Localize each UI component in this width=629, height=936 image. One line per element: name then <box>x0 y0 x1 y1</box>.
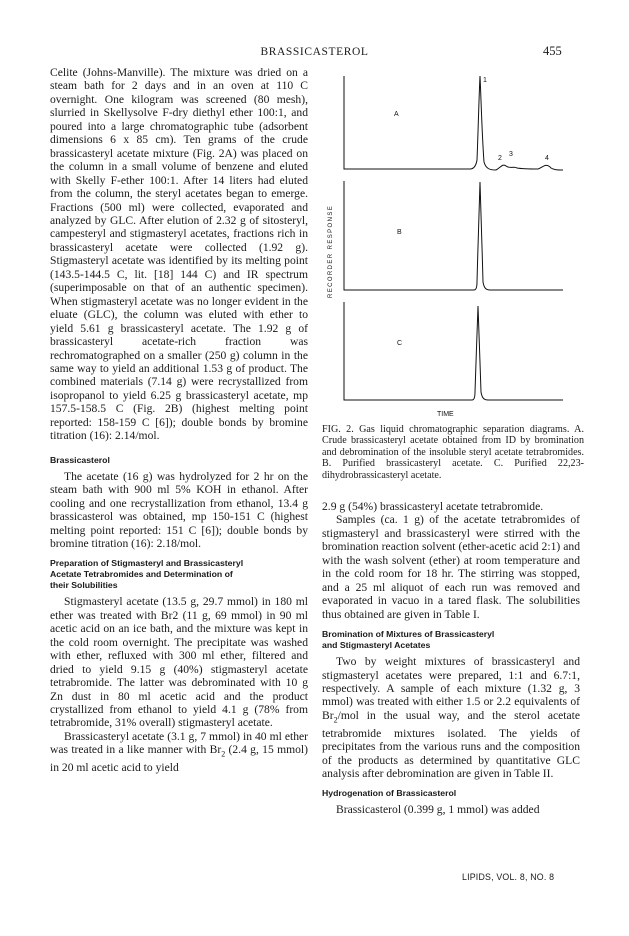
panel-label-c: C <box>397 340 403 347</box>
heading-line: Acetate Tetrabromides and Determination of <box>50 569 233 580</box>
figure-chromatograms <box>318 66 598 422</box>
peak-label-4: 4 <box>545 155 549 162</box>
left-column <box>50 66 308 775</box>
text-run: Brassicasteryl acetate (3.1 g, 7 mmol) in 40 ml ether was treated in a like manner with Br <box>50 729 308 757</box>
text-run: /mol in the usual way, and the sterol acetate tetrabromide mixtures isolated. The yields of precipitates from the various runs and the composition of the products as determined by quantitative GLC analysis after debromination are given in Table II. <box>322 708 580 781</box>
right-paragraph-4: Brassicasterol (0.399 g, 1 mmol) was added <box>336 803 540 817</box>
left-paragraph-4 <box>50 730 308 775</box>
trace-panel-c <box>344 302 563 400</box>
trace-panel-b <box>344 181 563 290</box>
section-heading-preparation <box>50 558 308 591</box>
heading-line: Preparation of Stigmasteryl and Brassicasteryl <box>50 558 244 569</box>
peak-label-1: 1 <box>483 77 487 84</box>
subscript: 2 <box>333 715 338 725</box>
heading-line: their Solubilities <box>50 580 118 591</box>
left-paragraph-3: Stigmasteryl acetate (13.5 g, 29.7 mmol) in 180 ml ether was treated with Br2 (11 g, 69 mmol) in 90 ml acetic acid on an ice bath, and the mixture was kept in the cold room overnight. The precipitate was washed with ether, refluxed with 300 ml ether, filtered and dried to yield 9.15 g (40%) stigmasteryl acetate tetrabromide. The latter was debrominated with 10 g Zn dust in 80 ml acetic acid and the product crystallized from ethanol to yield 4.1 g (78% from tetrabromide, 31% overall) stigmasteryl acetate. <box>50 595 308 730</box>
section-heading-brassicasterol: Brassicasterol <box>50 454 110 465</box>
page-number: 455 <box>543 44 562 58</box>
trace-panel-a <box>344 76 563 170</box>
y-axis-label: RECORDER RESPONSE <box>328 204 334 298</box>
panel-label-b: B <box>397 229 402 236</box>
section-heading-bromination <box>322 629 580 651</box>
running-head: BRASSICASTEROL <box>260 46 369 58</box>
right-paragraph-3 <box>322 655 580 780</box>
subscript: 2 <box>221 749 226 759</box>
peak-label-2: 2 <box>498 155 502 162</box>
figure-caption: FIG. 2. Gas liquid chromatographic separation diagrams. A. Crude brassicasteryl acetate obtained from ID by bromination and debromination of the insoluble steryl acetate tetrabromides. B. Purified brassicasteryl acetate. C. Purified 22,23-dihydrobrassicasteryl acetate. <box>322 424 584 481</box>
left-paragraph-1: Celite (Johns-Manville). The mixture was dried on a steam bath for 2 days and in an oven at 110 C overnight. One kilogram was screened (80 mesh), slurried in Skellysolve F-dry diethyl ether 100:1, and poured into a large chromatographic tube (adsorbent dimensions 6 x 85 cm). Ten grams of the crude brassicasteryl acetate mixture (Fig. 2A) was placed on the column in a small volume of benzene and eluted with Skelly F-ether 100:1. After 14 liters had eluted from the column, the steryl acetates began to emerge. Fractions (500 ml) were collected, evaporated and analyzed by GLC. After elution of 2.32 g of sitosteryl, campesteryl and stigmasteryl acetates, fractions rich in brassicasteryl acetate were collected (1.92 g). Stigmasteryl acetate was identified by its melting point (143.5-144.5 C, lit. [18] 144 C) and IR spectrum (superimposable on that of an authentic specimen). When stigmasteryl acetate was no longer evident in the eluate (GLC), the column was eluted with ether to yield 5.61 g brassicasteryl acetate. The 1.92 g of brassicasteryl acetate-rich fraction was rechromatographed on a smaller (250 g) column in the same way to yield an additional 1.53 g of product. The combined materials (7.14 g) were recrystallized from isopropanol to yield 6.25 g brassicasteryl acetate, mp 157.5-158.5 C (Fig. 2B) (highest melting point reported: 158-159 C [6]); double bonds by bromine titration (16): 2.14/mol. <box>50 66 308 443</box>
panel-label-a: A <box>394 111 399 118</box>
right-paragraph-1: 2.9 g (54%) brassicasteryl acetate tetrabromide. <box>322 500 544 513</box>
left-paragraph-2: The acetate (16 g) was hydrolyzed for 2 hr on the steam bath with 900 ml 5% KOH in ethanol. After cooling and one recrystallization from ethanol, 13.4 g brassicasterol was obtained, mp 150-151 C (highest melting point reported: 151 C [6]); double bonds by bromine titration (16): 2.18/mol. <box>50 469 308 550</box>
right-column <box>322 500 580 817</box>
section-heading-hydrogenation: Hydrogenation of Brassicasterol <box>322 788 457 799</box>
chromatogram-svg <box>318 66 598 422</box>
heading-line: Bromination of Mixtures of Brassicasteryl <box>322 629 495 640</box>
peak-label-3: 3 <box>509 151 513 158</box>
text-run: (2.4 g, 15 mmol) in 20 ml acetic acid to yield <box>50 743 308 775</box>
text-run: Two by weight mixtures of brassicasteryl and stigmasteryl acetates were prepared, 1:1 and 6.7:1, respectively. A sample of each mixture (1.32 g, 3 mmol) was treated with either 1.5 or 2.2 equivalents of Br <box>322 655 580 722</box>
journal-footer: LIPIDS, VOL. 8, NO. 8 <box>462 872 555 882</box>
x-axis-label: TIME <box>437 411 454 418</box>
heading-line: and Stigmasteryl Acetates <box>322 640 431 651</box>
right-paragraph-2: Samples (ca. 1 g) of the acetate tetrabromides of stigmasteryl and brassicasteryl were stirred with the bromination reaction solvent (ether-acetic acid 2:1) and with the wash solvent (ether) at room temperature and in the cold room for 18 hr. The stirring was stopped, and a 25 ml aliquot of each run was removed and evaporated in vacuo in a tared flask. The solubilities thus obtained are given in Table I. <box>322 513 580 621</box>
